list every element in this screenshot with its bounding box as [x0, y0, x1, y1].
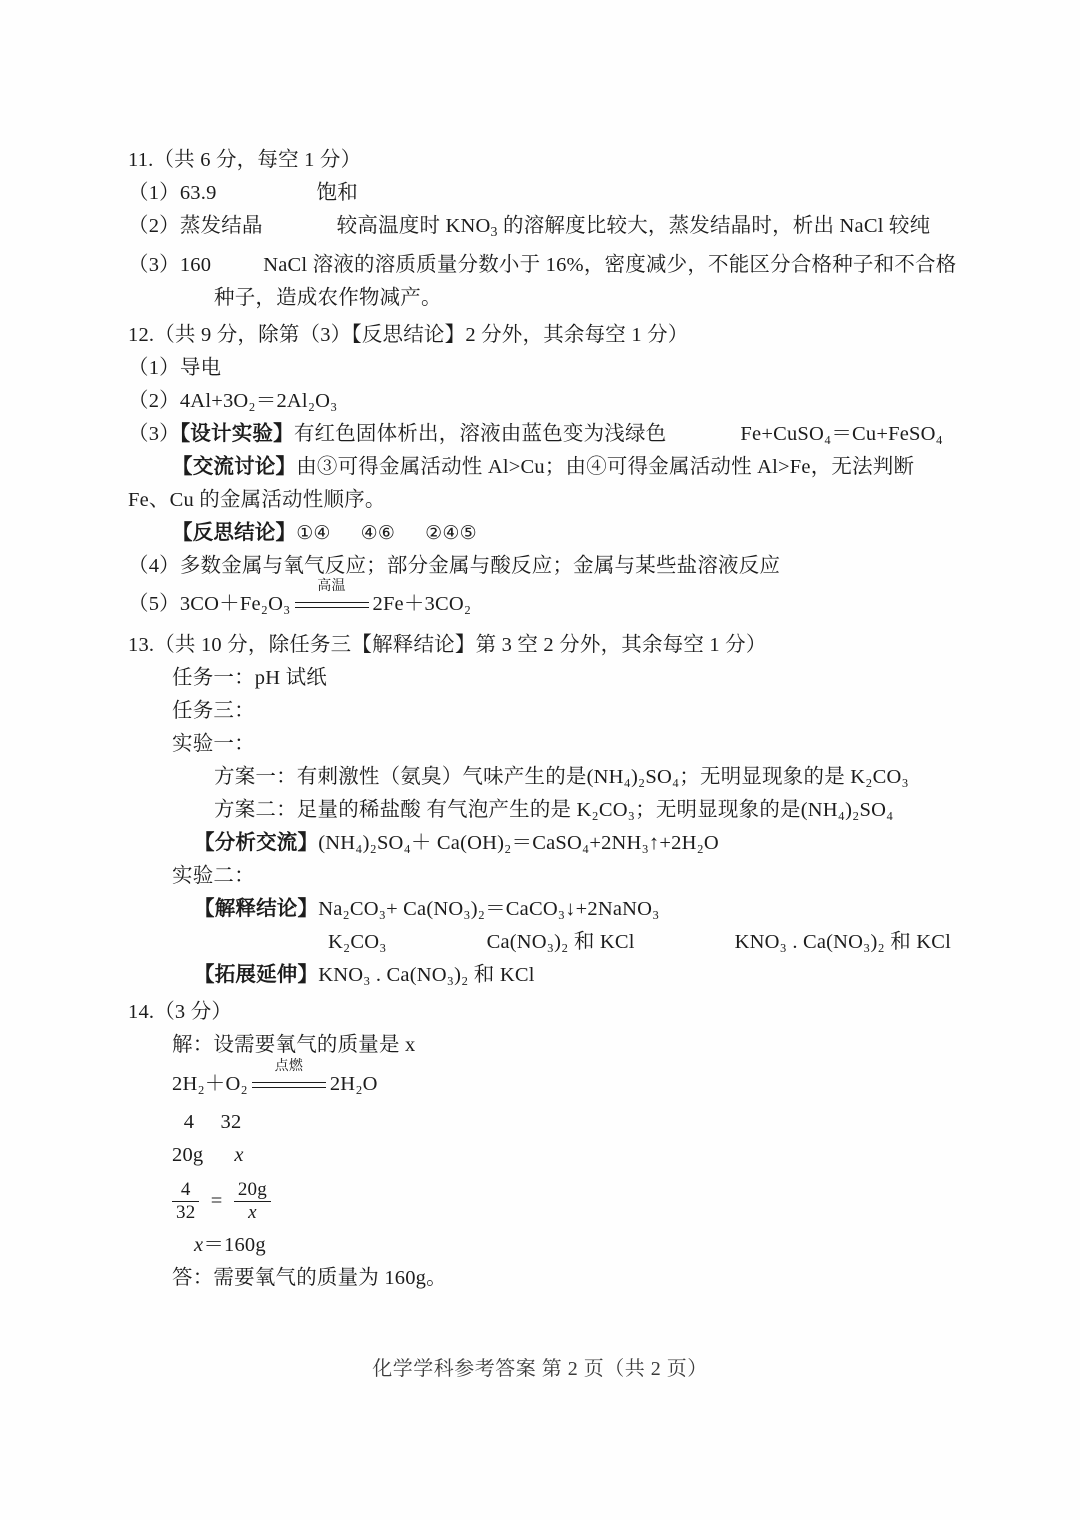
- q14-fraction-right-denominator: x: [234, 1201, 271, 1224]
- q12-item-4-text: 多数金属与氧气反应；部分金属与酸反应；金属与某些盐溶液反应: [179, 554, 781, 577]
- q13-experiment-2-label: 实验二：: [172, 864, 255, 887]
- arrow-bar-top: [295, 602, 369, 603]
- q14-conclusion: 答：需要氧气的质量为 160g。: [172, 1267, 447, 1290]
- q13-analysis-tag: 【分析交流】: [194, 831, 319, 854]
- q14-mass-a-2: 20g: [172, 1143, 204, 1166]
- arrow-bar-bottom: [295, 607, 369, 608]
- q12-item-2-equation: 4Al+3O₂＝2Al₂O₃: [179, 389, 338, 412]
- q11-item-3-answer-a: 160: [179, 253, 212, 276]
- q14-proportion: [128, 1172, 928, 1229]
- q14-fraction-left: [172, 1179, 199, 1224]
- q13-heading: 13.（共 10 分，除任务三【解释结论】第 3 空 2 分外，其余每空 1 分）: [128, 633, 767, 656]
- q13-extend-tag: 【拓展延伸】: [194, 963, 319, 986]
- reaction-condition: 点燃: [274, 1059, 304, 1075]
- q14-heading: 14.（3 分）: [128, 1000, 233, 1023]
- q13-answer-c: KNO₃ . Ca(NO₃)₂ 和 KCl: [734, 930, 952, 953]
- q13-task-3: 任务三：: [172, 699, 255, 722]
- q11-item-3-answer-b: NaCl 溶液的溶质质量分数小于 16%，密度减少，不能区分合格种子和不合格: [263, 253, 957, 276]
- q13-answer-a: K₂CO₃: [328, 930, 387, 953]
- q11-item-1-answer-a: 63.9: [179, 182, 217, 204]
- q12-discussion-tag: 【交流讨论】: [172, 455, 297, 478]
- q14-result: x＝160g: [194, 1234, 266, 1257]
- q11-item-1: [128, 177, 928, 210]
- q13-explain-equation: Na₂CO₃+ Ca(NO₃)₂＝CaCO₃↓+2NaNO₃: [318, 897, 660, 920]
- q12-item-5-left: 3CO＋Fe₂O₃: [179, 592, 291, 615]
- q11-item-3: [128, 249, 957, 282]
- q14-fraction-left-denominator: 32: [172, 1201, 199, 1224]
- q11-item-2-answer-b-pre: 较高温度时 KNO: [336, 215, 491, 237]
- q12-item-2-label: （2）: [128, 389, 180, 412]
- q14-setup: 解：设需要氧气的质量是 x: [172, 1033, 416, 1056]
- q14-mass-b-2: x: [234, 1143, 244, 1166]
- q14-equation-left: 2H₂＋O₂: [172, 1072, 248, 1095]
- q11-item-2: [128, 210, 931, 249]
- q11-item-2-answer-b-post: 的溶解度比较大，蒸发结晶时，析出 NaCl 较纯: [497, 215, 931, 237]
- q13-plan-2: 方案二：足量的稀盐酸 有气泡产生的是 K₂CO₃；无明显现象的是(NH₄)₂SO₄: [214, 798, 894, 821]
- page-footer: 化学学科参考答案 第 2 页（共 2 页）: [372, 1358, 708, 1380]
- q14-fraction-right: [234, 1179, 271, 1224]
- q13-answer-b: Ca(NO₃)₂ 和 KCl: [486, 930, 635, 953]
- q12-design-experiment-tag: 【设计实验】: [179, 422, 294, 445]
- q11-item-3-label: （3）: [128, 253, 180, 276]
- q12-item-3-label: （3）: [128, 422, 180, 445]
- q12-item-1: [128, 352, 928, 385]
- q13-analysis-equation: (NH₄)₂SO₄＋ Ca(OH)₂＝CaSO₄+2NH₃↑+2H₂O: [318, 831, 719, 854]
- q13-plan-1: 方案一：有刺激性（氨臭）气味产生的是(NH₄)₂SO₄；无明显现象的是 K₂CO₃: [214, 765, 909, 788]
- q12-discussion-text: 由③可得金属活动性 Al>Cu；由④可得金属活动性 Al>Fe，无法判断: [296, 455, 915, 478]
- reaction-arrow-icon: [295, 579, 369, 618]
- page-content: [128, 140, 957, 1295]
- q13-analysis: [128, 827, 928, 860]
- q12-item-4-label: （4）: [128, 554, 180, 577]
- arrow-bar-bottom: [252, 1087, 326, 1088]
- q13-extend: [128, 959, 928, 992]
- q13-answers-row: [128, 926, 952, 959]
- q12-item-3: [128, 418, 943, 451]
- q11-item-2-subscript: 3: [490, 224, 498, 240]
- reaction-arrow-icon: [252, 1059, 326, 1098]
- q14-fraction-right-numerator: 20g: [237, 1178, 267, 1200]
- q12-item-3-text: 有红色固体析出，溶液由蓝色变为浅绿色: [293, 422, 667, 445]
- q13-experiment-1-label: 实验一：: [172, 732, 255, 755]
- q14-mass-b-1: 32: [220, 1110, 242, 1133]
- q12-item-5-right: 2Fe＋3CO₂: [372, 592, 472, 615]
- q12-item-1-label: （1）: [128, 356, 180, 379]
- q13-task-1: 任务一：pH 试纸: [172, 666, 327, 689]
- q12-item-5-label: （5）: [128, 592, 180, 615]
- q12-item-2: [128, 385, 928, 418]
- q14-masses-row-2: [128, 1139, 928, 1172]
- q12-heading: 12.（共 9 分，除第（3）【反思结论】2 分外，其余每空 1 分）: [128, 323, 689, 346]
- q11-heading: 11.（共 6 分，每空 1 分）: [128, 149, 362, 171]
- q12-reflection-tag: 【反思结论】: [172, 521, 297, 544]
- q14-fraction-left-numerator: 4: [180, 1178, 191, 1200]
- q11-item-2-answer-a: 蒸发结晶: [179, 215, 263, 237]
- q12-reflection-answer-c: ②④⑤: [425, 521, 477, 544]
- q11-item-3-continued: 种子，造成农作物减产。: [214, 286, 442, 309]
- q12-item-5: [128, 579, 928, 625]
- q11-item-1-answer-b: 饱和: [316, 182, 358, 204]
- reaction-condition: 高温: [317, 579, 346, 595]
- q11-item-1-label: （1）: [128, 182, 180, 204]
- q13-explain: [128, 893, 928, 926]
- q12-item-3-equation: Fe+CuSO₄＝Cu+FeSO₄: [740, 422, 943, 445]
- q14-mass-a-1: 4: [183, 1110, 195, 1133]
- q12-discussion-continued: Fe、Cu 的金属活动性顺序。: [128, 488, 386, 511]
- q14-masses-row-1: [128, 1106, 928, 1139]
- q14-equals-sign: =: [210, 1190, 223, 1213]
- q14-equation: [128, 1059, 928, 1106]
- q12-discussion: [128, 451, 928, 484]
- q12-reflection-answer-a: ①④: [296, 521, 331, 544]
- q13-extend-text: KNO₃ . Ca(NO₃)₂ 和 KCl: [318, 963, 535, 986]
- q14-equation-right: 2H₂O: [329, 1072, 378, 1095]
- q12-item-1-text: 导电: [179, 356, 222, 379]
- q13-explain-tag: 【解释结论】: [194, 897, 319, 920]
- q12-reflection: [128, 517, 928, 550]
- q12-item-4: [128, 550, 928, 583]
- q11-item-2-label: （2）: [128, 215, 180, 237]
- q12-reflection-answer-b: ④⑥: [360, 521, 396, 544]
- arrow-bar-top: [252, 1082, 326, 1083]
